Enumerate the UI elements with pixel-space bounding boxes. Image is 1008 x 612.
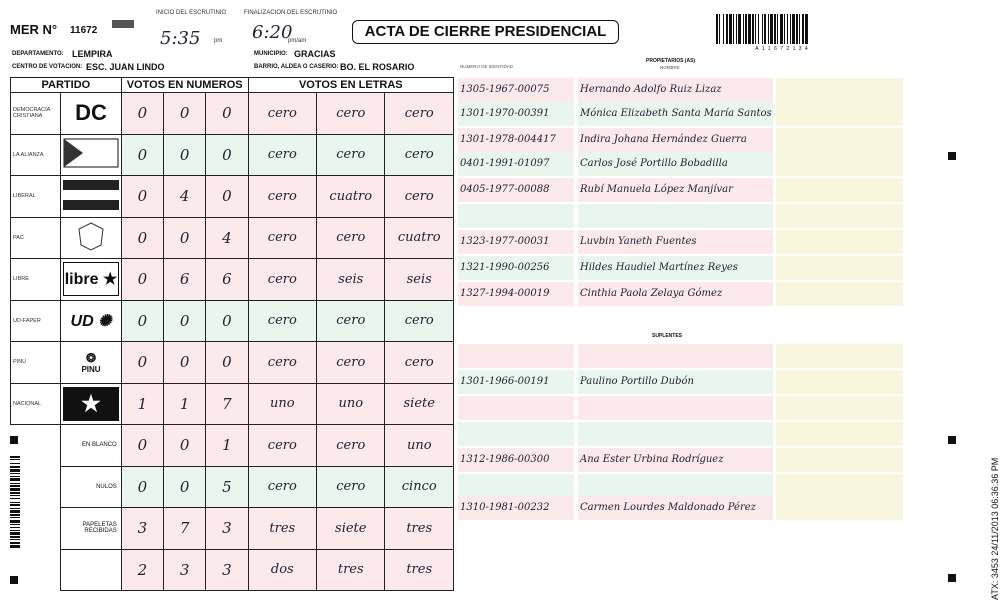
barcode-bar <box>10 485 20 487</box>
barrio-label: BARRIO, ALDEA O CASERIO: <box>254 64 339 70</box>
member-name: Carmen Lourdes Maldonado Pérez <box>578 496 773 520</box>
start-suffix: pm <box>214 38 223 44</box>
summary-digit: 1 <box>206 425 248 467</box>
vote-word: cero <box>248 176 316 218</box>
summary-word: cero <box>317 425 385 467</box>
barcode-bar <box>10 466 20 468</box>
party-name: DEMOCRACIA CRISTIANA <box>11 93 61 135</box>
summary-word: tres <box>317 549 385 591</box>
vote-word: cero <box>248 300 316 342</box>
vote-word: cero <box>317 300 385 342</box>
barcode-bar <box>10 530 20 531</box>
party-name: PINU <box>11 342 61 384</box>
member-id <box>458 396 574 420</box>
signature-box <box>776 204 903 228</box>
signature-box <box>776 128 903 152</box>
vote-word: cero <box>248 93 316 135</box>
vote-digit: 0 <box>121 300 163 342</box>
col-letras: VOTOS EN LETRAS <box>248 78 453 93</box>
barcode-bar <box>10 517 20 518</box>
vote-word: cero <box>317 342 385 384</box>
votes-table <box>10 77 454 591</box>
member-id <box>458 474 574 498</box>
party-logo-cell <box>61 342 121 384</box>
member-id: 1321-1990-00256 <box>458 256 574 280</box>
party-row <box>11 93 454 135</box>
barcode-bar <box>10 514 20 516</box>
side-stamp: ATX: 3453 24/11/2013 06:36:36 PM <box>990 457 1000 600</box>
summary-row <box>11 508 454 550</box>
summary-row <box>11 425 454 467</box>
party-logo-pinu: ❂ PINU <box>81 350 101 374</box>
vote-digit: 4 <box>164 176 206 218</box>
member-row <box>458 370 903 394</box>
member-name <box>578 474 773 498</box>
member-row <box>458 178 903 202</box>
vote-word: uno <box>248 383 316 425</box>
vote-digit: 0 <box>206 134 248 176</box>
barcode-bar <box>787 14 788 44</box>
barcode-bar <box>784 14 785 44</box>
departamento-label: DEPARTAMENTO: <box>12 51 64 57</box>
member-row <box>458 152 903 176</box>
barcode-bar <box>10 483 20 484</box>
member-name: Carlos José Portillo Bobadilla <box>578 152 773 176</box>
member-row <box>458 496 903 520</box>
party-row <box>11 300 454 342</box>
summary-word: tres <box>385 549 454 591</box>
signature-box <box>776 282 903 306</box>
member-id: 1312-1986-00300 <box>458 448 574 472</box>
party-logo-nacional: ★ <box>63 387 119 421</box>
barcode-bar <box>733 14 734 44</box>
member-id: 1301-1966-00191 <box>458 370 574 394</box>
signature-box <box>776 474 903 498</box>
header-id: NUMERO DE IDENTIDAD <box>460 64 514 69</box>
end-label: FINALIZACION DEL ESCRUTINIO <box>244 10 338 16</box>
vote-word: cero <box>248 259 316 301</box>
vote-digit: 0 <box>121 217 163 259</box>
party-row <box>11 176 454 218</box>
signature-box <box>776 230 903 254</box>
barcode-bar <box>10 456 20 458</box>
barcode-bar <box>10 476 20 477</box>
member-row <box>458 344 903 368</box>
barcode-bar <box>758 14 759 44</box>
member-row <box>458 102 903 126</box>
party-logo-pac <box>63 219 119 253</box>
vote-word: cero <box>317 217 385 259</box>
vote-digit: 0 <box>121 176 163 218</box>
signature-box <box>776 370 903 394</box>
member-id: 1310-1981-00232 <box>458 496 574 520</box>
barcode-bar <box>10 520 20 523</box>
barcode-bar <box>719 14 720 44</box>
vote-digit: 1 <box>121 383 163 425</box>
end-time: 6:20 <box>252 22 293 43</box>
summary-label: PAPELETAS RECIBIDAS <box>61 508 121 550</box>
vote-word: cero <box>248 134 316 176</box>
summary-digit: 3 <box>164 549 206 591</box>
barcode-bar <box>716 14 718 44</box>
barcode-bar <box>10 508 20 509</box>
member-id: 1301-1970-00391 <box>458 102 574 126</box>
member-name: Mónica Elizabeth Santa María Santos <box>578 102 773 126</box>
summary-word: dos <box>248 549 316 591</box>
party-name: LIBRE <box>11 259 61 301</box>
vote-digit: 0 <box>121 134 163 176</box>
member-name: Paulino Portillo Dubón <box>578 370 773 394</box>
barcode-bar <box>10 498 20 499</box>
barcode-bar <box>736 14 737 44</box>
vote-word: cero <box>385 300 454 342</box>
member-id <box>458 422 574 446</box>
member-id <box>458 204 574 228</box>
vote-digit: 0 <box>121 93 163 135</box>
barcode-bar <box>805 14 808 44</box>
vote-digit: 0 <box>121 342 163 384</box>
signature-box <box>776 256 903 280</box>
barcode-bar <box>10 495 20 496</box>
member-name: Rubí Manuela López Manjívar <box>578 178 773 202</box>
summary-digit: 7 <box>164 508 206 550</box>
signature-box <box>776 448 903 472</box>
barcode-bar <box>743 14 744 44</box>
member-name: Indira Johana Hernández Guerra <box>578 128 773 152</box>
party-logo-cell <box>61 93 121 135</box>
summary-digit: 3 <box>206 549 248 591</box>
municipio-label: MUNICIPIO: <box>254 51 288 57</box>
vote-digit: 0 <box>206 93 248 135</box>
party-row <box>11 217 454 259</box>
party-name: NACIONAL <box>11 383 61 425</box>
vote-word: seis <box>385 259 454 301</box>
member-id: 1305-1967-00075 <box>458 78 574 102</box>
signature-box <box>776 152 903 176</box>
barcode-bar <box>738 14 741 44</box>
vote-digit: 6 <box>164 259 206 301</box>
party-name: LA ALIANZA <box>11 134 61 176</box>
summary-word: cero <box>317 466 385 508</box>
vote-word: cuatro <box>317 176 385 218</box>
member-name <box>578 344 773 368</box>
summary-digit: 0 <box>121 425 163 467</box>
summary-label: NULOS <box>61 466 121 508</box>
summary-word: siete <box>317 508 385 550</box>
party-row <box>11 383 454 425</box>
barcode-bar <box>10 527 20 528</box>
barcode-bar <box>10 524 20 525</box>
member-row <box>458 204 903 228</box>
barcode-bar <box>777 14 778 44</box>
member-row <box>458 448 903 472</box>
member-row <box>458 396 903 420</box>
vote-word: cero <box>385 134 454 176</box>
municipio-value: GRACIAS <box>294 49 336 59</box>
member-row <box>458 230 903 254</box>
party-logo-cell <box>61 176 121 218</box>
barcode-bar <box>790 14 791 44</box>
start-label: INICIO DEL ESCRUTINIO <box>156 10 227 16</box>
barcode-bar <box>10 532 20 535</box>
barcode-bar <box>10 536 20 538</box>
party-logo-cell <box>61 300 121 342</box>
summary-word: cinco <box>385 466 454 508</box>
vote-digit: 0 <box>206 342 248 384</box>
member-name <box>578 204 773 228</box>
signature-box <box>776 422 903 446</box>
vote-word: cero <box>317 93 385 135</box>
summary-row <box>11 466 454 508</box>
barcode-bar <box>10 542 20 544</box>
barcode-bar <box>762 14 763 44</box>
summary-word: cero <box>248 425 316 467</box>
summary-word: tres <box>248 508 316 550</box>
vote-word: cero <box>385 342 454 384</box>
party-logo-alianza <box>63 136 119 170</box>
header-suplentes: SUPLENTES <box>652 333 683 339</box>
vote-digit: 7 <box>206 383 248 425</box>
member-id: 0405-1977-00088 <box>458 178 574 202</box>
barcode-bar <box>10 469 20 472</box>
barcode-bar <box>10 488 20 491</box>
summary-word: uno <box>385 425 454 467</box>
barcode-bar <box>764 14 766 44</box>
vote-digit: 4 <box>206 217 248 259</box>
barcode-bar <box>726 14 728 44</box>
summary-label: EN BLANCO <box>61 425 121 467</box>
barcode-bar <box>10 478 20 481</box>
party-logo-libre: libre ★ <box>63 262 119 296</box>
summary-digit: 3 <box>121 508 163 550</box>
mer-label: MER N° <box>10 22 58 37</box>
party-row <box>11 259 454 301</box>
party-logo-cell <box>61 383 121 425</box>
barcode-bar <box>796 14 798 44</box>
registration-mark <box>948 574 956 582</box>
party-row <box>11 342 454 384</box>
barcode-bar <box>10 492 20 494</box>
summary-digit: 5 <box>206 466 248 508</box>
vote-word: cero <box>248 217 316 259</box>
centro-value: ESC. JUAN LINDO <box>86 62 165 72</box>
summary-digit: 0 <box>164 466 206 508</box>
member-name <box>578 396 773 420</box>
col-partido: PARTIDO <box>11 78 122 93</box>
member-row <box>458 474 903 498</box>
summary-digit: 3 <box>206 508 248 550</box>
member-row <box>458 128 903 152</box>
barcode-bar <box>774 14 776 44</box>
col-numeros: VOTOS EN NUMEROS <box>121 78 248 93</box>
barcode-bar <box>792 14 795 44</box>
vote-digit: 0 <box>164 300 206 342</box>
member-id <box>458 344 574 368</box>
signature-box <box>776 102 903 126</box>
barcode-bar <box>10 463 20 464</box>
member-row <box>458 282 903 306</box>
barcode-bar <box>10 510 20 513</box>
header-name: NOMBRE <box>660 65 680 70</box>
barcode-bar <box>768 14 769 44</box>
summary-row <box>11 549 454 591</box>
member-row <box>458 256 903 280</box>
barcode-bar <box>755 14 756 44</box>
barcode-bar <box>780 14 783 44</box>
barcode-bar <box>10 545 20 548</box>
barcode-bar <box>770 14 773 44</box>
party-logo-ud: UD ✺ <box>70 312 112 330</box>
member-row <box>458 78 903 102</box>
signature-box <box>776 344 903 368</box>
party-logo-dc: DC <box>75 100 107 126</box>
barrio-value: BO. EL ROSARIO <box>340 62 415 72</box>
vote-word: cero <box>385 176 454 218</box>
member-name: Luvbin Yaneth Fuentes <box>578 230 773 254</box>
barcode-bar <box>10 473 20 474</box>
party-row <box>11 134 454 176</box>
vote-digit: 0 <box>206 300 248 342</box>
member-name <box>578 422 773 446</box>
barcode-bar <box>745 14 747 44</box>
signature-box <box>776 396 903 420</box>
centro-label: CENTRO DE VOTACION: <box>12 64 83 70</box>
vote-digit: 6 <box>206 259 248 301</box>
summary-label <box>61 549 121 591</box>
member-id: 0401-1991-01097 <box>458 152 574 176</box>
vote-word: cero <box>317 134 385 176</box>
vote-word: cuatro <box>385 217 454 259</box>
signature-box <box>776 178 903 202</box>
party-logo-cell <box>61 217 121 259</box>
member-row <box>458 422 903 446</box>
vote-digit: 1 <box>164 383 206 425</box>
vote-digit: 0 <box>206 176 248 218</box>
barcode-bar <box>10 459 20 460</box>
registration-mark <box>10 576 18 584</box>
vote-word: uno <box>317 383 385 425</box>
barcode-bar <box>10 502 20 503</box>
departamento-value: LEMPIRA <box>72 49 113 59</box>
barcode-bar <box>10 539 20 540</box>
barcode-bar <box>748 14 751 44</box>
party-name: LIBERAL <box>11 176 61 218</box>
member-id: 1301-1978-004417 <box>458 128 574 152</box>
vote-digit: 0 <box>121 259 163 301</box>
mer-number: 11672 <box>70 25 98 36</box>
vote-digit: 0 <box>164 342 206 384</box>
member-id: 1327-1994-00019 <box>458 282 574 306</box>
barcode-bar <box>802 14 804 44</box>
emblem-icon <box>112 20 134 28</box>
member-id: 1323-1977-00031 <box>458 230 574 254</box>
member-name: Cinthia Paola Zelaya Gómez <box>578 282 773 306</box>
party-name: UD-FAPER <box>11 300 61 342</box>
barcode-bar <box>729 14 732 44</box>
party-logo-cell <box>61 259 121 301</box>
vote-word: cero <box>248 342 316 384</box>
registration-mark <box>948 152 956 160</box>
barcode-bar <box>799 14 800 44</box>
member-name: Ana Ester Urbina Rodríguez <box>578 448 773 472</box>
summary-digit: 0 <box>121 466 163 508</box>
registration-mark <box>10 436 18 444</box>
header-owners: PROPIETARIOS (AS) <box>646 58 696 64</box>
party-name: PAC <box>11 217 61 259</box>
page-title: ACTA DE CIERRE PRESIDENCIAL <box>352 20 619 44</box>
member-name: Hernando Adolfo Ruiz Lizaz <box>578 78 773 102</box>
registration-mark <box>948 436 956 444</box>
member-name: Hildes Haudiel Martínez Reyes <box>578 256 773 280</box>
signature-box <box>776 496 903 520</box>
summary-digit: 2 <box>121 549 163 591</box>
summary-digit: 0 <box>164 425 206 467</box>
signature-box <box>776 78 903 102</box>
vote-word: siete <box>385 383 454 425</box>
start-time: 5:35 <box>160 28 201 49</box>
summary-word: tres <box>385 508 454 550</box>
party-logo-cell <box>61 134 121 176</box>
barcode-bar <box>723 14 724 44</box>
side-barcode <box>10 456 56 582</box>
barcode-bar <box>10 504 20 506</box>
vote-digit: 0 <box>164 93 206 135</box>
end-suffix: pm/am <box>288 38 307 44</box>
vote-word: cero <box>385 93 454 135</box>
summary-word: cero <box>248 466 316 508</box>
party-logo-liberal <box>63 178 119 212</box>
vote-digit: 0 <box>164 217 206 259</box>
barcode-text: A 1 1 6 7 2 1 3 4 <box>755 46 809 52</box>
barcode-bar <box>752 14 754 44</box>
vote-word: seis <box>317 259 385 301</box>
vote-digit: 0 <box>164 134 206 176</box>
